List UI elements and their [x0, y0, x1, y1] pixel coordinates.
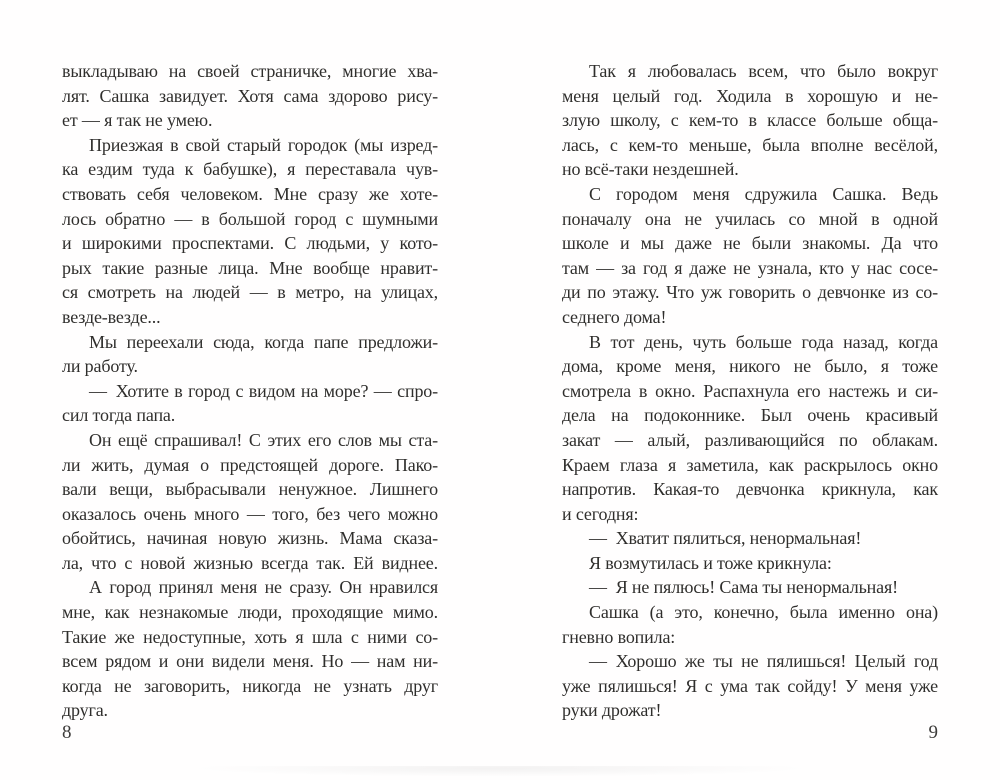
text-line: ли жить, думая о предстоящей дороге. Пако-: [62, 454, 438, 475]
text-line: дома, кроме меня, никого не было, я тоже: [562, 356, 938, 377]
text-line: — Хорошо же ты не пялишься! Целый год: [589, 651, 938, 672]
text-line: Краем глаза я заметила, как раскрылось окно: [562, 454, 938, 475]
text-line: ли работу.: [62, 356, 138, 377]
text-line: — Я не пялюсь! Сама ты ненормальная!: [589, 577, 898, 598]
right-page-number: 9: [928, 722, 938, 743]
text-line: ла, что с новой жизнью всегда так. Ей виднее.: [62, 552, 438, 573]
text-line: ся смотреть на людей — в метро, на улицах,: [62, 282, 438, 303]
text-line: оказалось очень много — того, без чего можно: [62, 503, 438, 524]
text-line: ет — я так не умею.: [62, 110, 213, 131]
right-page-text: [562, 59, 938, 723]
text-line: поначалу она не училась со мной в одной: [562, 208, 938, 229]
text-line: уже пялишься! Я с ума так сойду! У меня уже: [562, 675, 938, 696]
text-line: и широкими проспектами. С людьми, у кото-: [62, 233, 438, 254]
text-line: школе и мы даже не были знакомы. Да что: [562, 233, 938, 254]
text-line: руки дрожат!: [562, 700, 662, 721]
text-line: — Хотите в город с видом на море? — спро-: [89, 380, 438, 401]
text-line: Такие же недоступные, хоть я шла с ними со-: [62, 626, 438, 647]
text-line: С городом меня сдружила Сашка. Ведь: [589, 183, 938, 204]
text-line: А город принял меня не сразу. Он нравился: [89, 577, 438, 598]
text-line: лась, с кем-то меньше, была вполне весёлой,: [562, 134, 938, 155]
text-line: Мы переехали сюда, когда папе предложи-: [89, 331, 438, 352]
text-line: Приезжая в свой старый городок (мы изред-: [89, 134, 438, 155]
text-line: выкладываю на своей страничке, многие хва-: [62, 61, 438, 81]
text-line: вали вещи, выбрасывали ненужное. Лишнего: [62, 479, 438, 500]
text-line: напротив. Какая-то девчонка крикнула, как: [562, 479, 938, 500]
text-line: злую школу, с кем-то в классе больше обща-: [562, 110, 938, 131]
text-line: лят. Сашка завидует. Хотя сама здорово рису-: [62, 85, 438, 106]
text-line: сил тогда папа.: [62, 405, 176, 426]
left-page-text: [62, 59, 438, 723]
text-line: там — за год я даже не узнала, кто у нас сосе-: [562, 257, 938, 278]
text-line: но всё-таки нездешней.: [562, 159, 739, 180]
text-line: Сашка (а это, конечно, была именно она): [589, 602, 938, 623]
text-line: меня целый год. Ходила в хорошую и не-: [562, 85, 938, 106]
text-line: рых такие разные лица. Мне вообще нравит-: [62, 257, 438, 278]
text-line: друга.: [62, 700, 108, 721]
text-line: обойтись, начиная новую жизнь. Мама сказа-: [62, 528, 438, 549]
text-line: закат — алый, разливающийся по облакам.: [562, 429, 938, 450]
text-line: всем рядом и они видели меня. Но — нам ни-: [62, 651, 438, 672]
text-line: дела на подоконнике. Был очень красивый: [562, 405, 938, 426]
text-line: когда не заговорить, никогда не узнать друг: [62, 675, 438, 696]
text-line: смотрела в окно. Распахнула его настежь и си-: [562, 380, 938, 401]
text-line: ди по этажу. Что уж говорить о девчонке из со-: [562, 282, 938, 303]
left-page-number: 8: [62, 722, 72, 743]
text-line: Так я любовалась всем, что было вокруг: [589, 61, 938, 81]
page-bottom-edge-shadow: [100, 766, 900, 778]
text-line: ка ездим туда к бабушке), я переставала чув-: [62, 159, 438, 180]
text-line: мне, как незнакомые люди, проходящие мимо.: [62, 602, 438, 623]
text-line: — Хватит пялиться, ненормальная!: [589, 528, 862, 549]
text-line: ствовать себя человеком. Мне сразу же хоте-: [62, 183, 438, 204]
text-line: Я возмутилась и тоже крикнула:: [589, 552, 832, 573]
text-line: везде-везде...: [62, 306, 161, 327]
text-line: В тот день, чуть больше года назад, когда: [589, 331, 938, 352]
text-line: лось обратно — в большой город с шумными: [62, 208, 438, 229]
text-line: Он ещё спрашивал! С этих его слов мы ста-: [89, 429, 438, 450]
text-line: гневно вопила:: [562, 626, 676, 647]
text-line: и сегодня:: [562, 503, 639, 524]
text-line: седнего дома!: [562, 306, 667, 327]
